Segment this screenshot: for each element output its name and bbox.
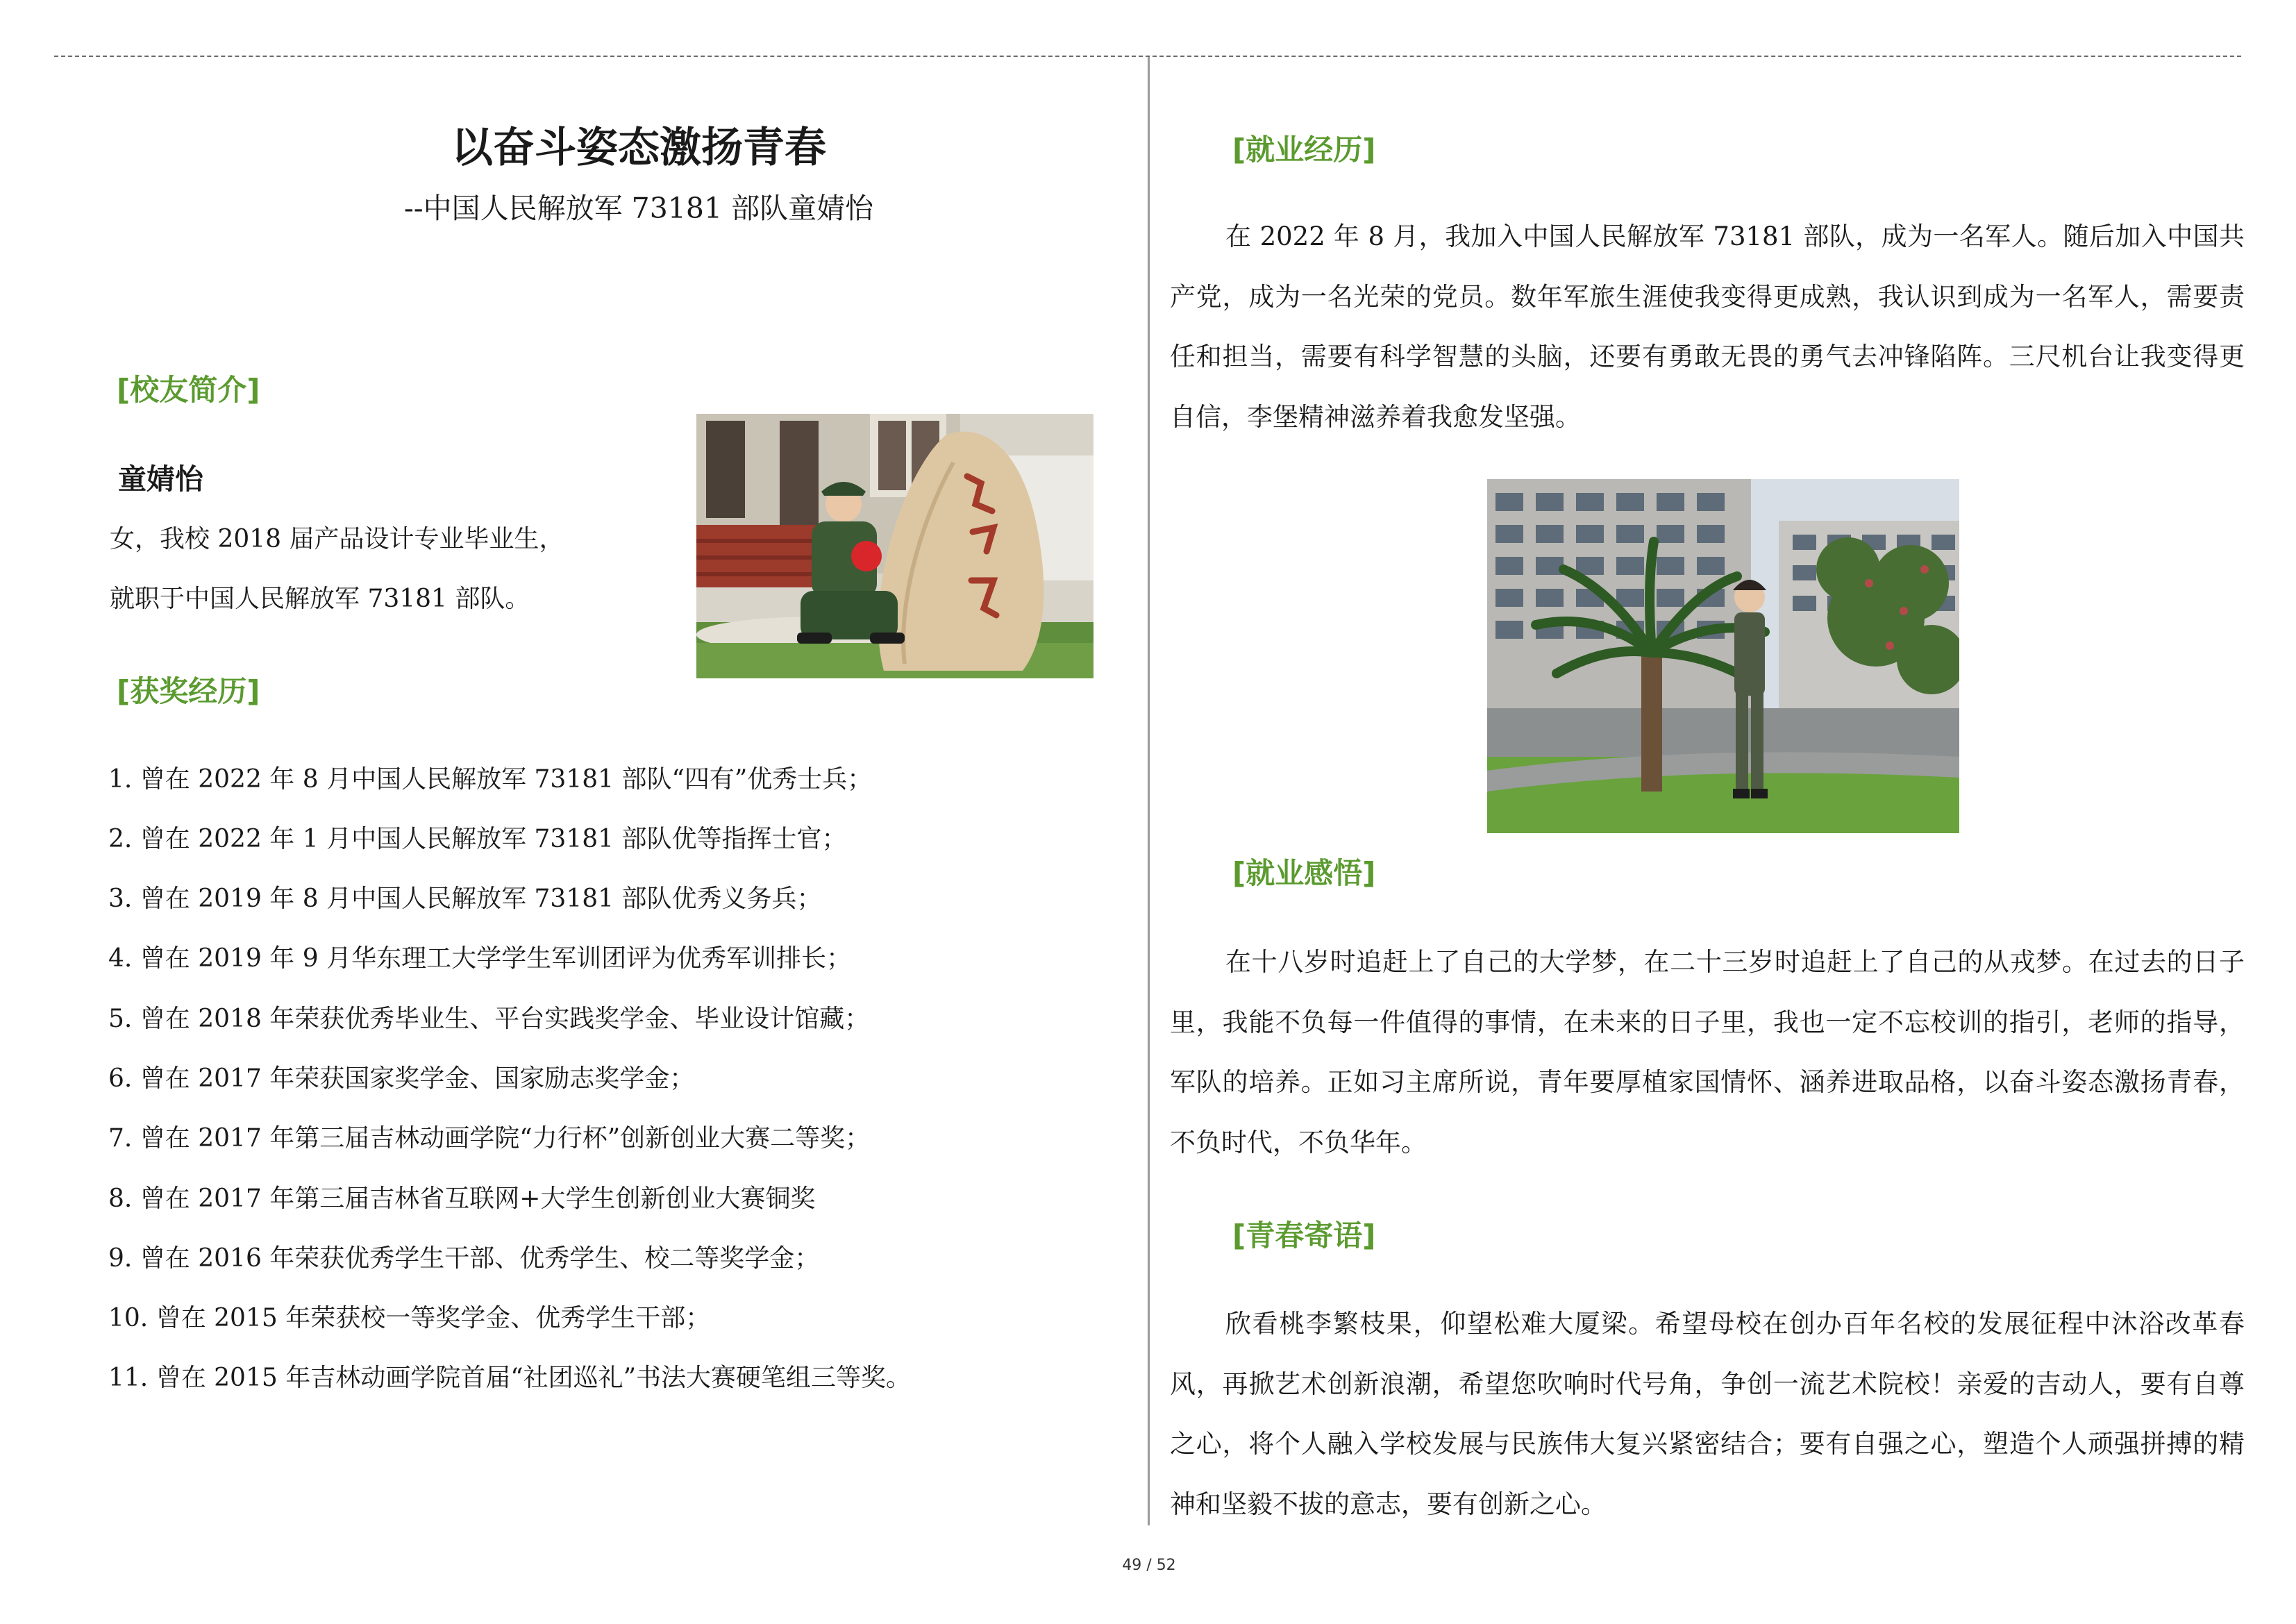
alumna-name: 童婧怡 [118, 462, 203, 496]
portrait-photo-illustration [696, 414, 1093, 678]
employment-heading: [就业经历] [1232, 133, 1376, 167]
employment-paragraph: 在 2022 年 8 月，我加入中国人民解放军 73181 部队，成为一名军人。随后加入中国共产党，成为一名光荣的党员。数年军旅生涯使我变得更成熟，我认识到成为一名军人，需要责任和担当，需要有科学智慧的头脑，还要有勇敢无畏的勇气去冲锋陷阵。三尺机台让我变得更自信，李堡精神滋养着我愈发坚强。 [1170, 221, 2245, 432]
award-item: 6. 曾在 2017 年荣获国家奖学金、国家励志奖学金； [108, 1064, 695, 1093]
insight-heading: [就业感悟] [1232, 856, 1376, 890]
page-title: 以奋斗姿态激扬青春 [451, 124, 826, 172]
awards-heading: [获奖经历] [117, 674, 260, 708]
campus-photo-illustration [1487, 479, 1959, 833]
award-item: 11. 曾在 2015 年吉林动画学院首届“社团巡礼”书法大赛硬笔组三等奖。 [108, 1364, 912, 1392]
column-divider [1148, 57, 1150, 1525]
photo-soldier-on-campus [1487, 479, 1959, 833]
insight-paragraph: 在十八岁时追赶上了自己的大学梦，在二十三岁时追赶上了自己的从戎梦。在过去的日子里，我能不负每一件值得的事情，在未来的日子里，我也一定不忘校训的指引，老师的指导，军队的培养。正如习主席所说，青年要厚植家国情怀、涵养进取品格，以奋斗姿态激扬青春，不负时代，不负华年。 [1170, 947, 2245, 1157]
page-subtitle: --中国人民解放军 73181 部队童婧怡 [403, 192, 874, 225]
award-item: 4. 曾在 2019 年 9 月华东理工大学学生军训团评为优秀军训排长； [108, 944, 852, 973]
profile-heading: [校友简介] [117, 373, 260, 407]
bio-line: 就职于中国人民解放军 73181 部队。 [110, 585, 530, 613]
award-item: 1. 曾在 2022 年 8 月中国人民解放军 73181 部队“四有”优秀士兵； [108, 765, 873, 794]
award-item: 10. 曾在 2015 年荣获校一等奖学金、优秀学生干部； [108, 1304, 711, 1332]
award-item: 9. 曾在 2016 年荣获优秀学生干部、优秀学生、校二等奖学金； [108, 1244, 820, 1273]
award-item: 5. 曾在 2018 年荣获优秀毕业生、平台实践奖学金、毕业设计馆藏； [108, 1005, 870, 1033]
award-item: 7. 曾在 2017 年第三届吉林动画学院“力行杯”创新创业大赛二等奖； [108, 1124, 871, 1153]
message-paragraph: 欣看桃李繁枝果，仰望松难大厦梁。希望母校在创办百年名校的发展征程中沐浴改革春风，再掀艺术创新浪潮，希望您吹响时代号角，争创一流艺术院校！亲爱的吉动人，要有自尊之心，将个人融入学校发展与民族伟大复兴紧密结合；要有自强之心，塑造个人顽强拼搏的精神和坚毅不拔的意志，要有创新之心。 [1170, 1309, 2245, 1519]
award-item: 2. 曾在 2022 年 1 月中国人民解放军 73181 部队优等指挥士官； [108, 825, 847, 853]
bio-line: 女，我校 2018 届产品设计专业毕业生， [110, 525, 564, 553]
message-heading: [青春寄语] [1232, 1219, 1376, 1253]
award-item: 8. 曾在 2017 年第三届吉林省互联网+大学生创新创业大赛铜奖 [108, 1184, 816, 1213]
portrait-photo-soldier-by-stone [696, 414, 1093, 678]
award-item: 3. 曾在 2019 年 8 月中国人民解放军 73181 部队优秀义务兵； [108, 885, 822, 913]
page-number: 49 / 52 [1122, 1557, 1176, 1574]
